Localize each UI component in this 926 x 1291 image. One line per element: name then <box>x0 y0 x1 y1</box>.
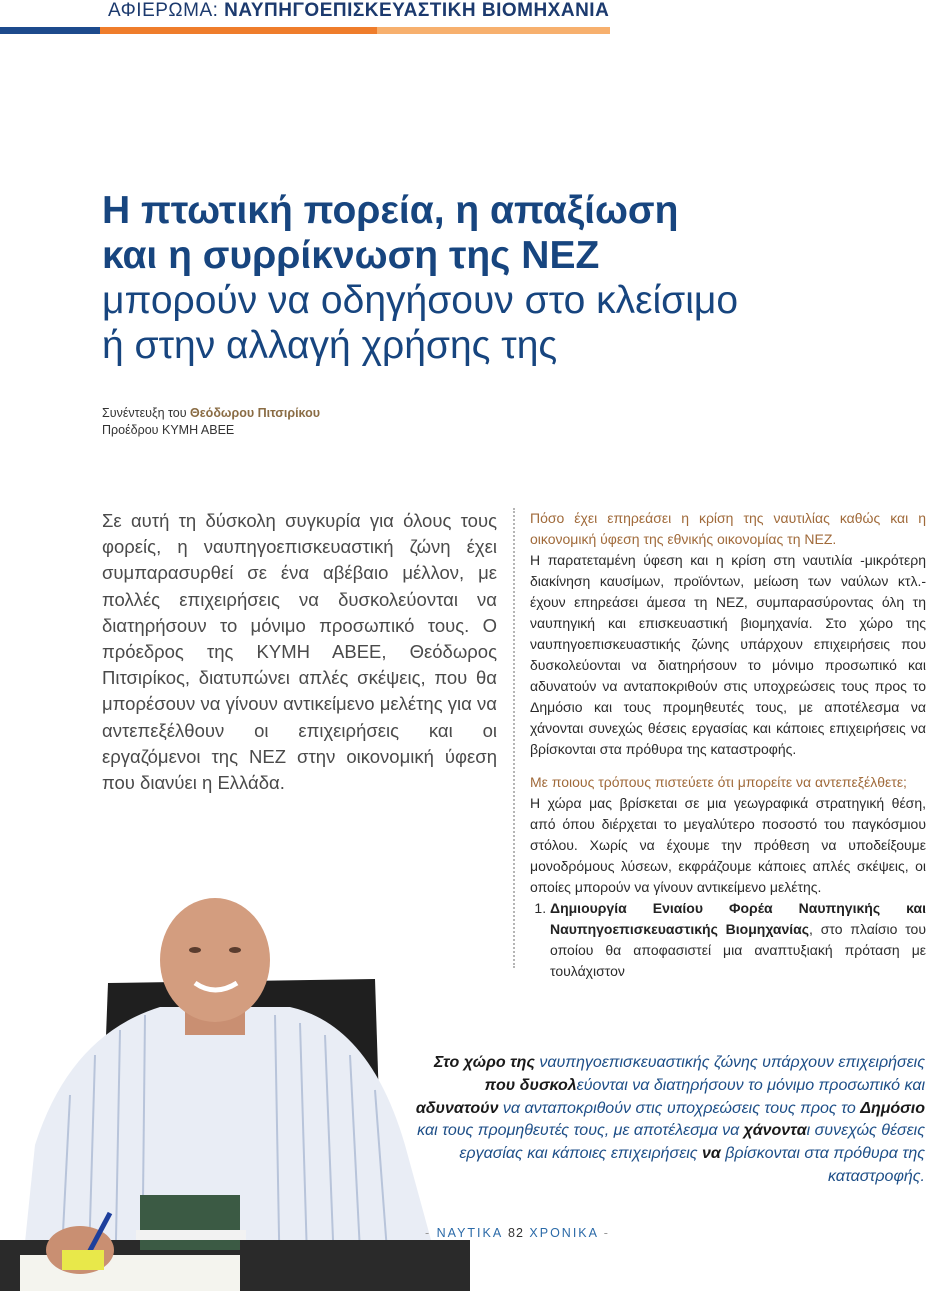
pull-quote-part: ι συνεχώς θέσεις εργασίας και κάποιες επιχειρήσεις <box>459 1122 925 1163</box>
column-divider <box>513 508 515 968</box>
section-header <box>108 0 609 22</box>
proposal-list <box>530 898 926 982</box>
header-rule-blue <box>0 27 100 34</box>
footer-dash: - <box>425 1226 437 1240</box>
title-line-4: ή στην αλλαγή χρήσης της <box>102 324 558 367</box>
title-line-3: μπορούν να οδηγήσουν στο κλείσιμο <box>102 279 739 322</box>
right-eye <box>229 947 241 953</box>
footer-dash: - <box>598 1226 610 1240</box>
pull-quote-part: αδυνατούν <box>415 1099 499 1117</box>
byline <box>102 405 320 439</box>
pull-quote-part: ναυπηγοεπισκευαστικής ζώνης υπάρχουν επιχειρήσεις <box>534 1054 925 1071</box>
page-number: 82 <box>508 1226 524 1240</box>
sticky-note <box>62 1250 104 1270</box>
pull-quote-part: χάνοντα <box>743 1122 807 1140</box>
title-line-1: Η πτωτική πορεία, η απαξίωση <box>102 189 679 232</box>
pull-quote-part: εύονται να διατηρήσουν το μόνιμο προσωπικό και <box>576 1076 925 1094</box>
list-item <box>550 898 926 982</box>
list-item-text: , στο πλαίσιο του οποίου θα αποφασιστεί μια αναπτυξιακή πρόταση με τουλάχιστον <box>550 921 926 979</box>
interviewee-role: Προέδρου ΚΥΜΗ ΑΒΕΕ <box>102 423 235 437</box>
pull-quote-part: Στο χώρο της <box>433 1054 535 1071</box>
footer-magazine-right: ΧΡΟΝΙΚΑ <box>529 1226 599 1240</box>
left-eye <box>189 947 201 953</box>
question-2: Με ποιους τρόπους πιστεύετε ότι μπορείτε να αντεπεξέλθετε; <box>530 774 907 790</box>
header-rule-orange <box>100 27 377 34</box>
section-header-prefix: ΑΦΙΕΡΩΜΑ: <box>108 0 225 21</box>
footer-magazine-left: ΝΑΥΤΙΚΑ <box>436 1226 503 1240</box>
question-1: Πόσο έχει επηρεάσει η κρίση της ναυτιλίας καθώς και η οικονομική ύφεση της εθνικής οικονομίας τη ΝΕΖ. <box>530 510 926 547</box>
book-stack <box>140 1195 240 1250</box>
byline-prefix: Συνέντευξη του <box>102 406 191 420</box>
page-footer <box>425 1226 610 1240</box>
face <box>160 898 270 1022</box>
interview-column <box>530 508 926 982</box>
lead-paragraph: Σε αυτή τη δύσκολη συγκυρία για όλους τους φορείς, η ναυπηγοεπισκευαστική ζώνη έχει συμπαρασυρθεί σε ένα αβέβαιο μέλλον, με πολλές επιχειρήσεις να δυσκολεύονται να διατηρήσουν το μόνιμο προσωπικό τους. Ο πρόεδρος της ΚΥΜΗ ΑΒΕΕ, Θεόδωρος Πιτσιρίκος, διατυπώνει απλές σκέψεις, που θα μπορέσουν να γίνουν αντικείμενο μελέτης για να αντεπεξέλθουν οι επιχειρήσεις και οι εργαζόμενοι της ΝΕΖ στην οικονομική ύφεση που διανύει η Ελλάδα. <box>102 510 497 794</box>
list-item-bold: Δημιουργία Ενιαίου Φορέα Ναυπηγικής και Ναυπηγοεπισκευαστικής Βιομηχανίας <box>550 900 926 937</box>
pull-quote-part: που δυσκολ <box>484 1076 577 1094</box>
interviewee-name: Θεόδωρου Πιτσιρίκου <box>190 406 321 420</box>
pull-quote-part: και τους προμηθευτές τους, με αποτέλεσμα να <box>417 1122 744 1140</box>
header-rule-light <box>377 27 610 34</box>
answer-2: Η χώρα μας βρίσκεται σε μια γεωγραφικά στρατηγική θέση, από όπου διέρχεται το μεγαλύτερο ποσοστό του παγκόσμιου στόλου. Χωρίς να έχουμε την πρόθεση να υποδείξουμε μονοδρόμους λύσεων, εκφράζουμε κάποιες απλές σκέψεις, οι οποίες μπορούν να γίνουν αντικείμενο μελέτης. <box>530 795 926 895</box>
pull-quote-part: να <box>702 1145 721 1163</box>
answer-1: Η παρατεταμένη ύφεση και η κρίση στη ναυτιλία -μικρότερη διακίνηση καυσίμων, προϊόντων, μείωση των ναύλων κτλ.- έχουν επηρεάσει άμεσα τη ΝΕΖ, συμπαρασύροντας όλη τη ναυπηγική και επισκευαστική βιομηχανία. Στο χώρο της ναυπηγοεπισκευαστικής ζώνης υπάρχουν επιχειρήσεις που δυσκολεύονται να διατηρήσουν το μόνιμο προσωπικό και αδυνατούν να ανταποκριθούν στις υποχρεώσεις τους προς το Δημόσιο και τους προμηθευτές τους, με αποτέλεσμα να χάνονται συνεχώς θέσεις εργασίας και κάποιες επιχειρήσεις να βρίσκονται στα πρόθυρα της καταστροφής. <box>530 552 926 757</box>
interviewee-photo <box>0 895 470 1291</box>
pull-quote-part: να ανταποκριθούν στις υποχρεώσεις τους προς το <box>498 1099 861 1117</box>
pull-quote <box>405 1052 925 1189</box>
article-title <box>102 188 862 368</box>
book-pages <box>136 1230 246 1240</box>
section-header-title: ΝΑΥΠΗΓΟΕΠΙΣΚΕΥΑΣΤΙΚΗ ΒΙΟΜΗΧΑΝΙΑ <box>224 0 610 21</box>
pull-quote-part: Δημόσιο <box>860 1099 925 1117</box>
pull-quote-part: βρίσκονται στα πρόθυρα της καταστροφής. <box>720 1145 925 1185</box>
title-line-2: και η συρρίκνωση της ΝΕΖ <box>102 234 600 277</box>
